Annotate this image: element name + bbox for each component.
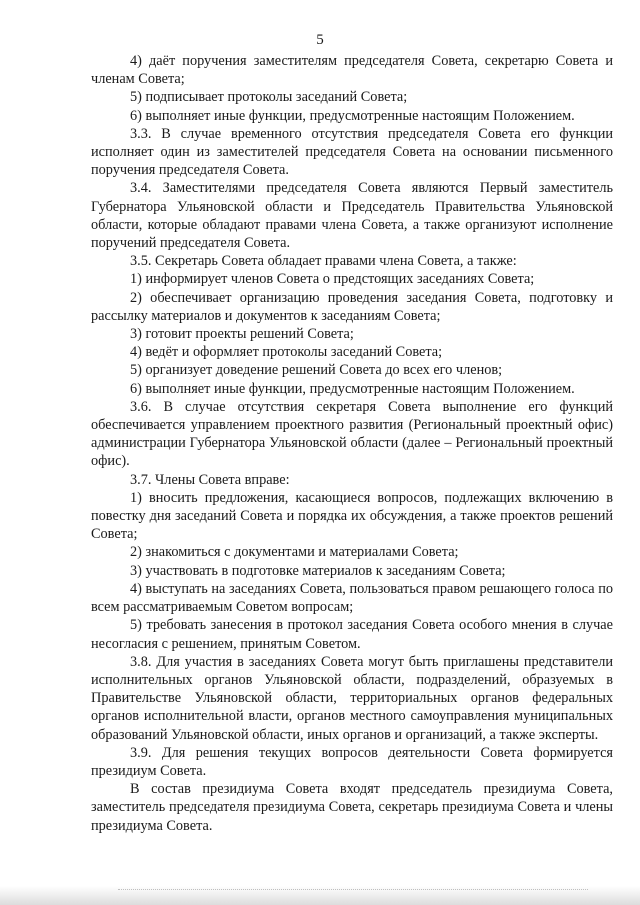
paragraph: 3.5. Секретарь Совета обладает правами члена Совета, а также: bbox=[130, 253, 517, 270]
paragraph: 3) готовит проекты решений Совета; bbox=[130, 326, 354, 343]
paragraph: 3.9. Для решения текущих вопросов деятельности Совета формируется президиум Совета. bbox=[91, 744, 613, 779]
paragraph: 6) выполняет иные функции, предусмотренные настоящим Положением. bbox=[130, 380, 575, 397]
paragraph: 3.7. Члены Совета вправе: bbox=[130, 471, 290, 488]
paragraph: 3) участвовать в подготовке материалов к заседаниям Совета; bbox=[130, 562, 506, 579]
paragraph: 3.4. Заместителями председателя Совета являются Первый заместитель Губернатора Ульяновской области и Председатель Правительства Ульяновской области, которые обладают правами члена Совета, а также организуют исполнение поручений председателя Совета. bbox=[91, 180, 613, 252]
paragraph: 4) ведёт и оформляет протоколы заседаний Совета; bbox=[130, 344, 443, 361]
paragraph: 5) подписывает протоколы заседаний Совета; bbox=[130, 89, 408, 106]
scan-artifact bbox=[118, 889, 588, 892]
paragraph: 3.3. В случае временного отсутствия председателя Совета его функции исполняет один из заместителей председателя Совета на основании письменного поручения председателя Совета. bbox=[91, 125, 613, 179]
paragraph: В состав президиума Совета входят председатель президиума Совета, заместитель председателя президиума Совета, секретарь президиума Совета и члены президиума Совета. bbox=[91, 781, 613, 834]
paragraph: 5) организует доведение решений Совета до всех его членов; bbox=[130, 362, 503, 379]
paragraph: 2) обеспечивает организацию проведения заседания Совета, подготовку и рассылку материалов и документов к заседаниям Совета; bbox=[91, 289, 613, 324]
page-number: 5 bbox=[316, 32, 324, 48]
document-body bbox=[91, 52, 613, 835]
paragraph: 1) информирует членов Совета о предстоящих заседаниях Совета; bbox=[130, 271, 535, 288]
paragraph: 5) требовать занесения в протокол заседания Совета особого мнения в случае несогласия с решением, принятым Советом. bbox=[91, 617, 613, 652]
paragraph: 3.6. В случае отсутствия секретаря Совета выполнение его функций обеспечивается управлением проектного развития (Региональный проектный офис) администрации Губернатора Ульяновской области (далее – Региональный проектный офис). bbox=[91, 398, 613, 470]
paragraph: 4) выступать на заседаниях Совета, пользоваться правом решающего голоса по всем рассматриваемым Советом вопросам; bbox=[91, 580, 613, 616]
paragraph: 3.8. Для участия в заседаниях Совета могут быть приглашены представители исполнительных органов Ульяновской области, подразделений, образуемых в Правительстве Ульяновской области, территориальных органов федеральных органов исполнительной власти, органов местного самоуправления муниципальных образований Ульяновской области, иных органов и организаций, а также эксперты. bbox=[91, 653, 613, 743]
paragraph: 1) вносить предложения, касающиеся вопросов, подлежащих включению в повестку дня заседаний Совета и порядка их обсуждения, а также проектов решений Совета; bbox=[91, 489, 613, 543]
paragraph: 2) знакомиться с документами и материалами Совета; bbox=[130, 544, 459, 561]
paragraph: 4) даёт поручения заместителям председателя Совета, секретарю Совета и членам Совета; bbox=[91, 53, 613, 88]
paragraph: 6) выполняет иные функции, предусмотренные настоящим Положением. bbox=[130, 107, 575, 124]
